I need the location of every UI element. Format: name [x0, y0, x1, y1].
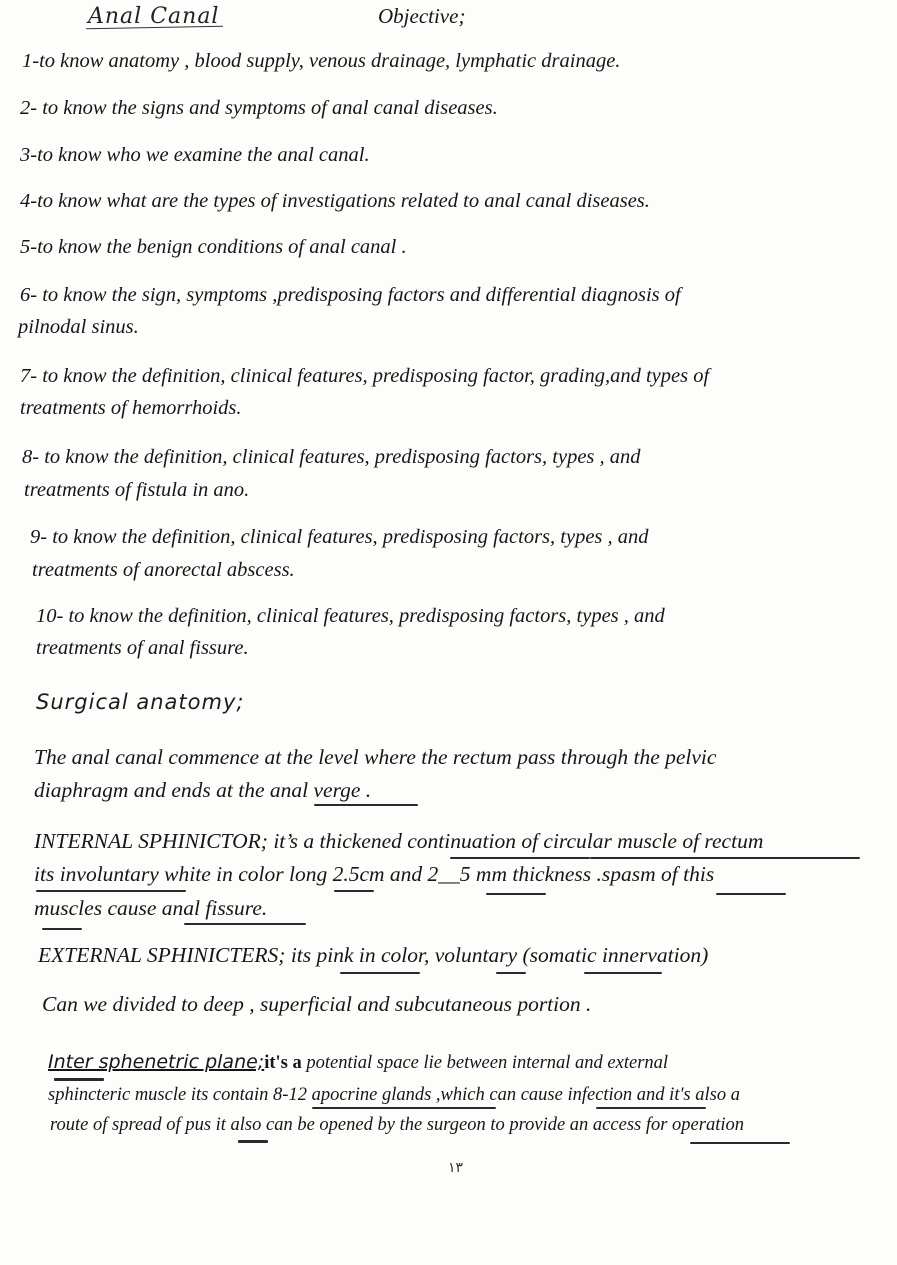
pen-underline-mark [496, 972, 526, 974]
objective-line-6a: 6- to know the sign, symptoms ,predisposing factors and differential diagnosis of [20, 284, 681, 306]
objective-line-10b: treatments of anal fissure. [36, 637, 249, 659]
objective-line-9a: 9- to know the definition, clinical features, predisposing factors, types , and [30, 526, 649, 548]
anatomy-intro-line-2: diaphragm and ends at the anal verge . [34, 778, 372, 802]
inter-sphincteric-heading: Inter sphenetric plane; [48, 1051, 265, 1073]
objective-line-8a: 8- to know the definition, clinical features, predisposing factors, types , and [22, 446, 641, 468]
objective-line-2: 2- to know the signs and symptoms of anal canal diseases. [20, 97, 498, 119]
inter-sphincteric-line-1 [48, 1047, 668, 1079]
pen-underline-mark [312, 1107, 496, 1109]
objective-line-3: 3-to know who we examine the anal canal. [20, 144, 370, 166]
page-number: ١٣ [448, 1160, 464, 1176]
internal-sphincter-line-1: INTERNAL SPHINICTOR; it’s a thickened continuation of circular muscle of rectum [34, 829, 764, 853]
inter-sphincteric-first-rest: potential space lie between internal and external [301, 1053, 669, 1073]
pen-underline-mark [716, 893, 786, 895]
pen-underline-mark [314, 804, 418, 806]
surgical-anatomy-heading: Surgical anatomy; [36, 690, 245, 714]
pen-underline-mark [238, 1140, 268, 1143]
objective-line-10a: 10- to know the definition, clinical features, predisposing factors, types , and [36, 605, 665, 627]
inter-sphincteric-line-2: sphincteric muscle its contain 8-12 apocrine glands ,which can cause infection and it's also a [48, 1085, 740, 1105]
pen-underline-mark [590, 857, 860, 859]
pen-underline-mark [450, 857, 590, 859]
objective-line-7a: 7- to know the definition, clinical features, predisposing factor, grading,and types of [20, 365, 710, 387]
objective-line-4: 4-to know what are the types of investigations related to anal canal diseases. [20, 190, 650, 212]
inter-sphincteric-bold: it's a [264, 1053, 302, 1073]
objective-line-9b: treatments of anorectal abscess. [32, 559, 295, 581]
pen-underline-mark [340, 972, 420, 974]
objective-line-6b: pilnodal sinus. [18, 316, 139, 338]
objective-heading: Objective; [378, 4, 466, 28]
objective-line-5: 5-to know the benign conditions of anal canal . [20, 236, 407, 258]
external-sphincter-line-2: Can we divided to deep , superficial and subcutaneous portion . [42, 992, 592, 1016]
pen-underline-mark [334, 890, 374, 892]
handwritten-title: Anal Canal [88, 4, 220, 29]
external-sphincter-line-1: EXTERNAL SPHINICTERS; its pink in color, voluntary (somatic innervation) [38, 943, 709, 967]
inter-sphincteric-line-3: route of spread of pus it also can be opened by the surgeon to provide an access for operation [50, 1115, 744, 1135]
anatomy-intro-line-1: The anal canal commence at the level where the rectum pass through the pelvic [34, 745, 717, 769]
pen-underline-mark [54, 1078, 104, 1081]
pen-underline-mark [42, 928, 82, 930]
internal-sphincter-line-3: muscles cause anal fissure. [34, 896, 268, 920]
objective-line-1: 1-to know anatomy , blood supply, venous drainage, lymphatic drainage. [22, 50, 621, 72]
pen-underline-mark [584, 972, 662, 974]
pen-underline-mark [596, 1107, 706, 1109]
pen-underline-mark [184, 923, 306, 925]
objective-line-8b: treatments of fistula in ano. [24, 479, 250, 501]
internal-sphincter-line-2: its involuntary white in color long 2.5cm and 2__5 mm thickness .spasm of this [34, 862, 715, 886]
pen-underline-mark [690, 1142, 790, 1144]
pen-underline-mark [486, 893, 546, 895]
objective-line-7b: treatments of hemorrhoids. [20, 397, 242, 419]
pen-underline-mark [36, 890, 186, 892]
